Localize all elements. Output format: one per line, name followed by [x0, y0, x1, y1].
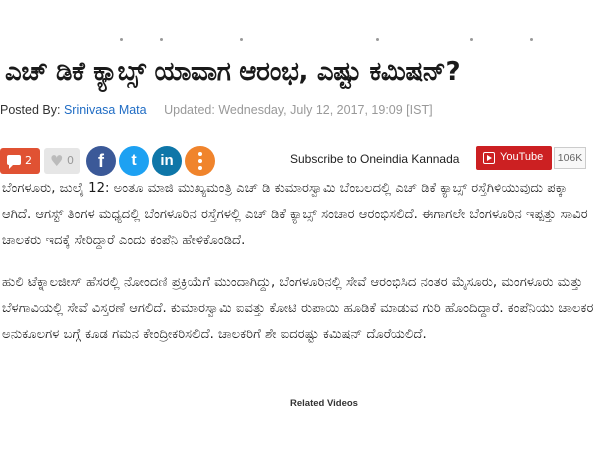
- posted-by-label: Posted By:: [0, 103, 61, 117]
- article-paragraph: ಹುಲಿ ಟೆಕ್ನಾಲಜೀಸ್ ಹೆಸರಲ್ಲಿ ನೋಂದಣಿ ಪ್ರಕ್ರಿಯೆಗೆ ಮುಂದಾಗಿದ್ದು, ಬೆಂಗಳೂರಿನಲ್ಲಿ ಸೇವೆ ಆರಂಭಿಸಿದ ನಂತರ ಮೈಸೂರು, ಮಂಗಳೂರು ಮತ್ತು ಬೆಳಗಾವಿಯಲ್ಲಿ ಸೇವೆ ವಿಸ್ತರಣೆ ಆಗಲಿದೆ. ಕುಮಾರಸ್ವಾಮಿ ಐವತ್ತು ಕೋಟಿ ರುಪಾಯಿ ಹೂಡಿಕೆ ಮಾಡುವ ಗುರಿ ಹೊಂದಿದ್ದಾರೆ. ಕಂಪೆನಿಯು ಚಾಲಕರ ಅನುಕೂಲಗಳ ಬಗ್ಗೆ ಕೂಡ ಗಮನ ಕೇಂದ್ರೀಕರಿಸಲಿದೆ. ಚಾಲಕರಿಗೆ ಶೇ ಐದರಷ್ಟು ಕಮಿಷನ್ ದೊರೆಯಲಿದೆ.: [2, 275, 594, 342]
- like-count: 0: [67, 154, 74, 167]
- page-title: ಎಚ್ ಡಿಕೆ ಕ್ಯಾಬ್ಸ್ ಯಾವಾಗ ಆರಂಭ, ಎಷ್ಟು ಕಮಿಷನ್?: [5, 57, 461, 87]
- more-share-button[interactable]: [185, 146, 215, 176]
- youtube-subscribe-button[interactable]: [476, 146, 552, 170]
- linkedin-icon: in: [160, 152, 174, 169]
- comment-icon: [7, 155, 21, 165]
- subscribe-text: Subscribe to Oneindia Kannada: [290, 152, 460, 166]
- comment-button[interactable]: [0, 148, 40, 174]
- comment-count: 2: [25, 154, 32, 167]
- like-button[interactable]: [44, 148, 80, 174]
- subscriber-count: 106K: [554, 147, 586, 169]
- article-body: [2, 176, 596, 364]
- related-videos-heading: Related Videos: [290, 398, 358, 409]
- article-paragraph: ಬೆಂಗಳೂರು, ಜುಲೈ 12: ಅಂತೂ ಮಾಜಿ ಮುಖ್ಯಮಂತ್ರಿ ಎಚ್ ಡಿ ಕುಮಾರಸ್ವಾಮಿ ಬೆಂಬಲದಲ್ಲಿ ಎಚ್ ಡಿಕೆ ಕ್ಯಾಬ್ಸ್ ರಸ್ತೆಗಿಳಿಯುವುದು ಪಕ್ಕಾ ಆಗಿದೆ. ಆಗಸ್ಟ್ ತಿಂಗಳ ಮಧ್ಯದಲ್ಲಿ ಬೆಂಗಳೂರಿನ ರಸ್ತೆಗಳಲ್ಲಿ ಎಚ್ ಡಿಕೆ ಕ್ಯಾಬ್ಸ್ ಸಂಚಾರ ಆರಂಭಿಸಲಿದೆ. ಈಗಾಗಲೇ ಬೆಂಗಳೂರಿನ ಇಪ್ಪತ್ತು ಸಾವಿರ ಚಾಲಕರು ಇದಕ್ಕೆ ಸೇರಿದ್ದಾರೆ ಎಂದು ಕಂಪೆನಿ ಹೇಳಿಕೊಂಡಿದೆ.: [2, 181, 588, 248]
- more-icon: [185, 146, 215, 170]
- youtube-label: YouTube: [500, 151, 544, 163]
- share-bar: [0, 146, 600, 176]
- youtube-icon: [483, 152, 495, 164]
- twitter-icon: t: [131, 152, 137, 169]
- top-nav-remnant: [120, 38, 540, 44]
- linkedin-share-button[interactable]: [152, 146, 182, 176]
- heart-icon: ♥: [50, 152, 64, 170]
- updated-timestamp: Updated: Wednesday, July 12, 2017, 19:09 [IST]: [164, 103, 433, 117]
- facebook-share-button[interactable]: [86, 146, 116, 176]
- facebook-icon: f: [98, 151, 104, 171]
- byline: [0, 103, 433, 117]
- twitter-share-button[interactable]: [119, 146, 149, 176]
- author-link[interactable]: Srinivasa Mata: [63, 103, 147, 117]
